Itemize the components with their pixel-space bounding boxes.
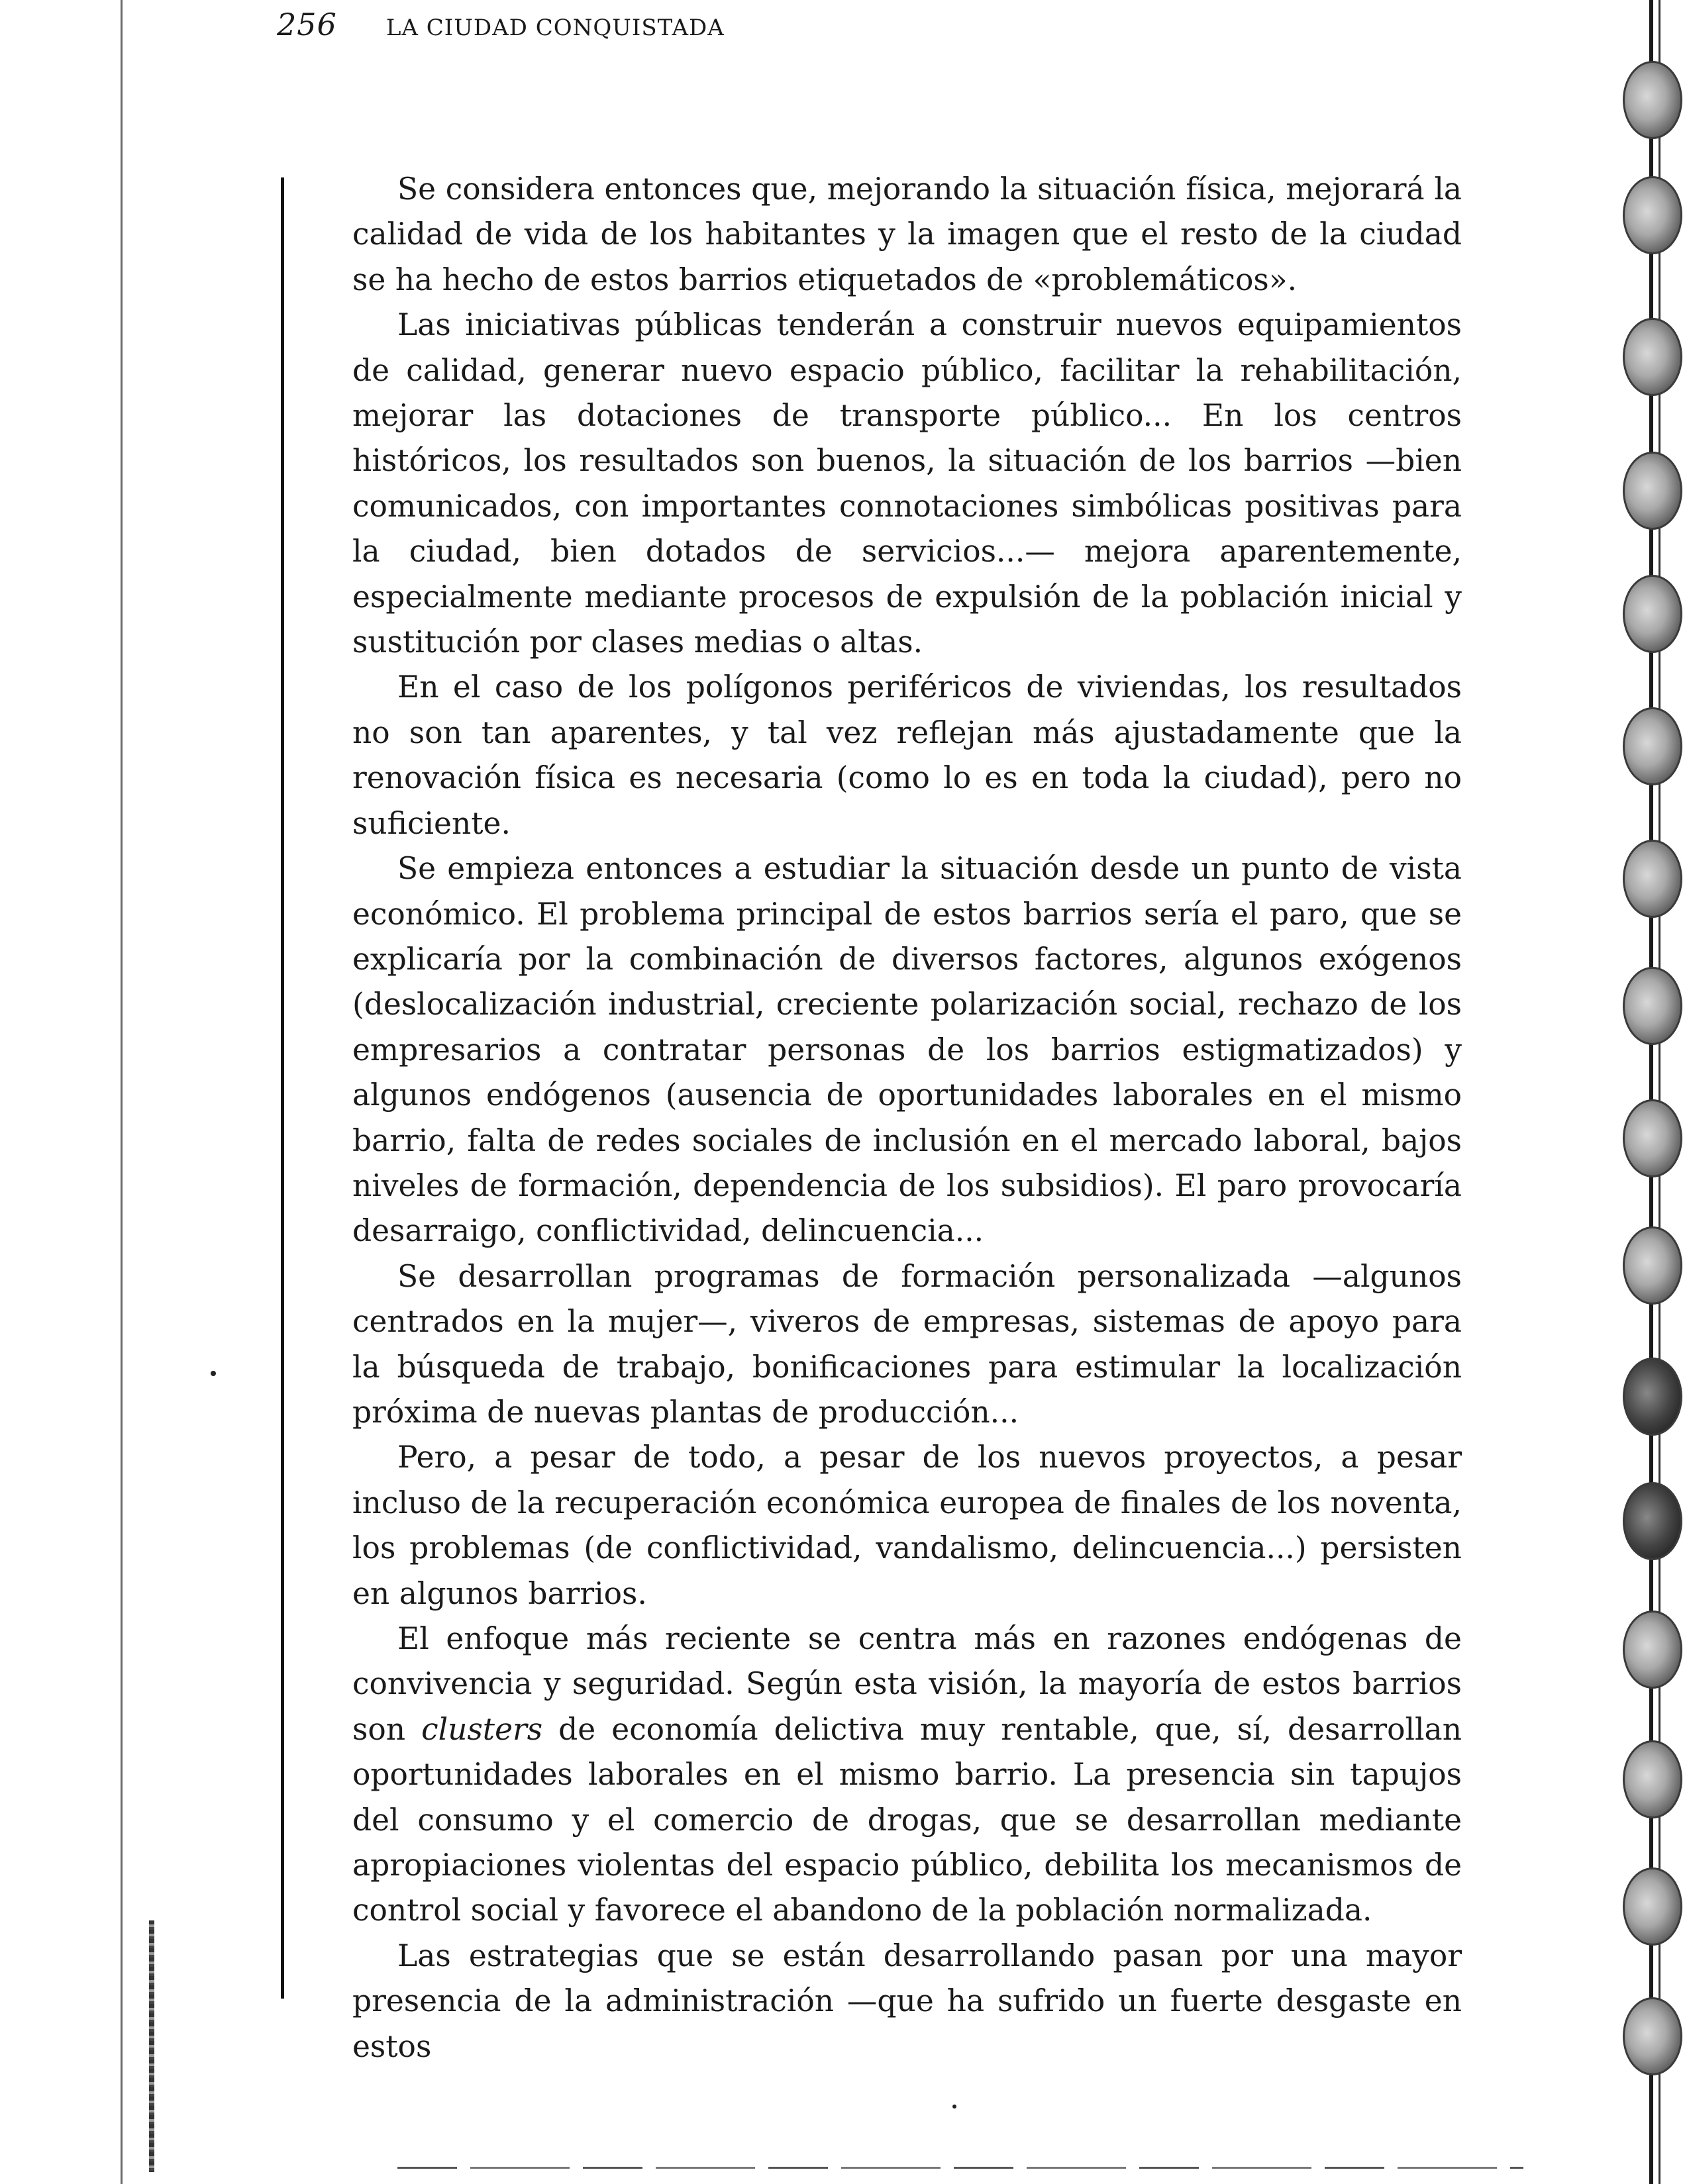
italic-term: clusters (421, 1711, 543, 1747)
paragraph: Se empieza entonces a estudiar la situación desde un punto de vista económico. El problema principal de estos barrios sería el paro, que se explicaría por la combinación de diversos factores, algunos exógenos (deslocalización industrial, creciente polarización social, rechazo de los empresarios a contratar personas de los barrios estigmatizados) y algunos endógenos (ausencia de oportunidades laborales en el mismo barrio, falta de redes sociales de inclusión en el mercado laboral, bajos niveles de formación, dependencia de los subsidios). El paro provocaría desarraigo, conflictividad, delincuencia... (352, 851, 1462, 1249)
paragraph-text: El enfoque más reciente se centra más en razones endógenas de convivencia y seguridad. Según esta visión, la mayoría de estos barrios son (352, 1621, 1462, 1747)
binding-ring (1623, 1482, 1682, 1560)
binding-ring (1623, 1226, 1682, 1305)
binding-ring (1623, 452, 1682, 530)
paragraph: En el caso de los polígonos periféricos de viviendas, los resultados no son tan aparentes, y tal vez reflejan más ajustadamente que la renovación física es necesaria (como lo es en toda la ciudad), pero no suficiente. (352, 670, 1462, 841)
scan-left-band (149, 1920, 154, 2172)
body-text (352, 167, 1462, 2069)
paragraph (352, 1616, 1462, 1934)
binding-ring (1623, 575, 1682, 653)
scan-left-edge (121, 0, 123, 2184)
binding-ring (1623, 61, 1682, 139)
scan-speck (952, 2105, 956, 2109)
paragraph: Se considera entonces que, mejorando la situación física, mejorará la calidad de vida de los habitantes y la imagen que el resto de la ciudad se ha hecho de estos barrios etiquetados de «problemáticos». (352, 172, 1462, 297)
binding-ring (1623, 1740, 1682, 1818)
scan-speck (211, 1371, 216, 1376)
page-header (277, 7, 725, 53)
binding-ring (1623, 1997, 1682, 2075)
paragraph: Pero, a pesar de todo, a pesar de los nuevos proyectos, a pesar incluso de la recuperación económica europea de finales de los noventa, los problemas (de conflictividad, vandalismo, delincuencia...) persisten en algunos barrios. (352, 1440, 1462, 1611)
paragraph: Las estrategias que se están desarrollando pasan por una mayor presencia de la administración —que ha sufrido un fuerte desgaste en estos (352, 1938, 1462, 2064)
page-number: 256 (277, 7, 337, 42)
binding-ring (1623, 1867, 1682, 1946)
bottom-rule (397, 2167, 1523, 2169)
binding-ring (1623, 967, 1682, 1045)
paragraph: Se desarrollan programas de formación personalizada —algunos centrados en la mujer—, viveros de empresas, sistemas de apoyo para la búsqueda de trabajo, bonificaciones para estimular la localización próxima de nuevas plantas de producción... (352, 1258, 1462, 1430)
paragraph-text: de economía delictiva muy rentable, que, sí, desarrollan oportunidades laborales en el mismo barrio. La presencia sin tapujos del consumo y el comercio de drogas, que se desarrollan mediante apropiaciones violentas del espacio público, debilita los mecanismos de control social y favorece el abandono de la población normalizada. (352, 1711, 1462, 1928)
binding-ring (1623, 1099, 1682, 1177)
binding-ring (1623, 840, 1682, 918)
spiral-binding (1596, 0, 1685, 2184)
binding-ring (1623, 318, 1682, 396)
binding-ring (1623, 176, 1682, 254)
margin-rule (281, 177, 284, 1999)
running-title: LA CIUDAD CONQUISTADA (385, 15, 725, 41)
paragraph: Las iniciativas públicas tenderán a construir nuevos equipamientos de calidad, generar nuevo espacio público, facilitar la rehabilitación, mejorar las dotaciones de transporte público... En los centros históricos, los resultados son buenos, la situación de los barrios —bien comunicados, con importantes connotaciones simbólicas positivas para la ciudad, bien dotados de servicios...— mejora aparentemente, especialmente mediante procesos de expulsión de la población inicial y sustitución por clases medias o altas. (352, 307, 1462, 660)
binding-ring (1623, 707, 1682, 785)
binding-ring (1623, 1358, 1682, 1436)
binding-ring (1623, 1611, 1682, 1689)
